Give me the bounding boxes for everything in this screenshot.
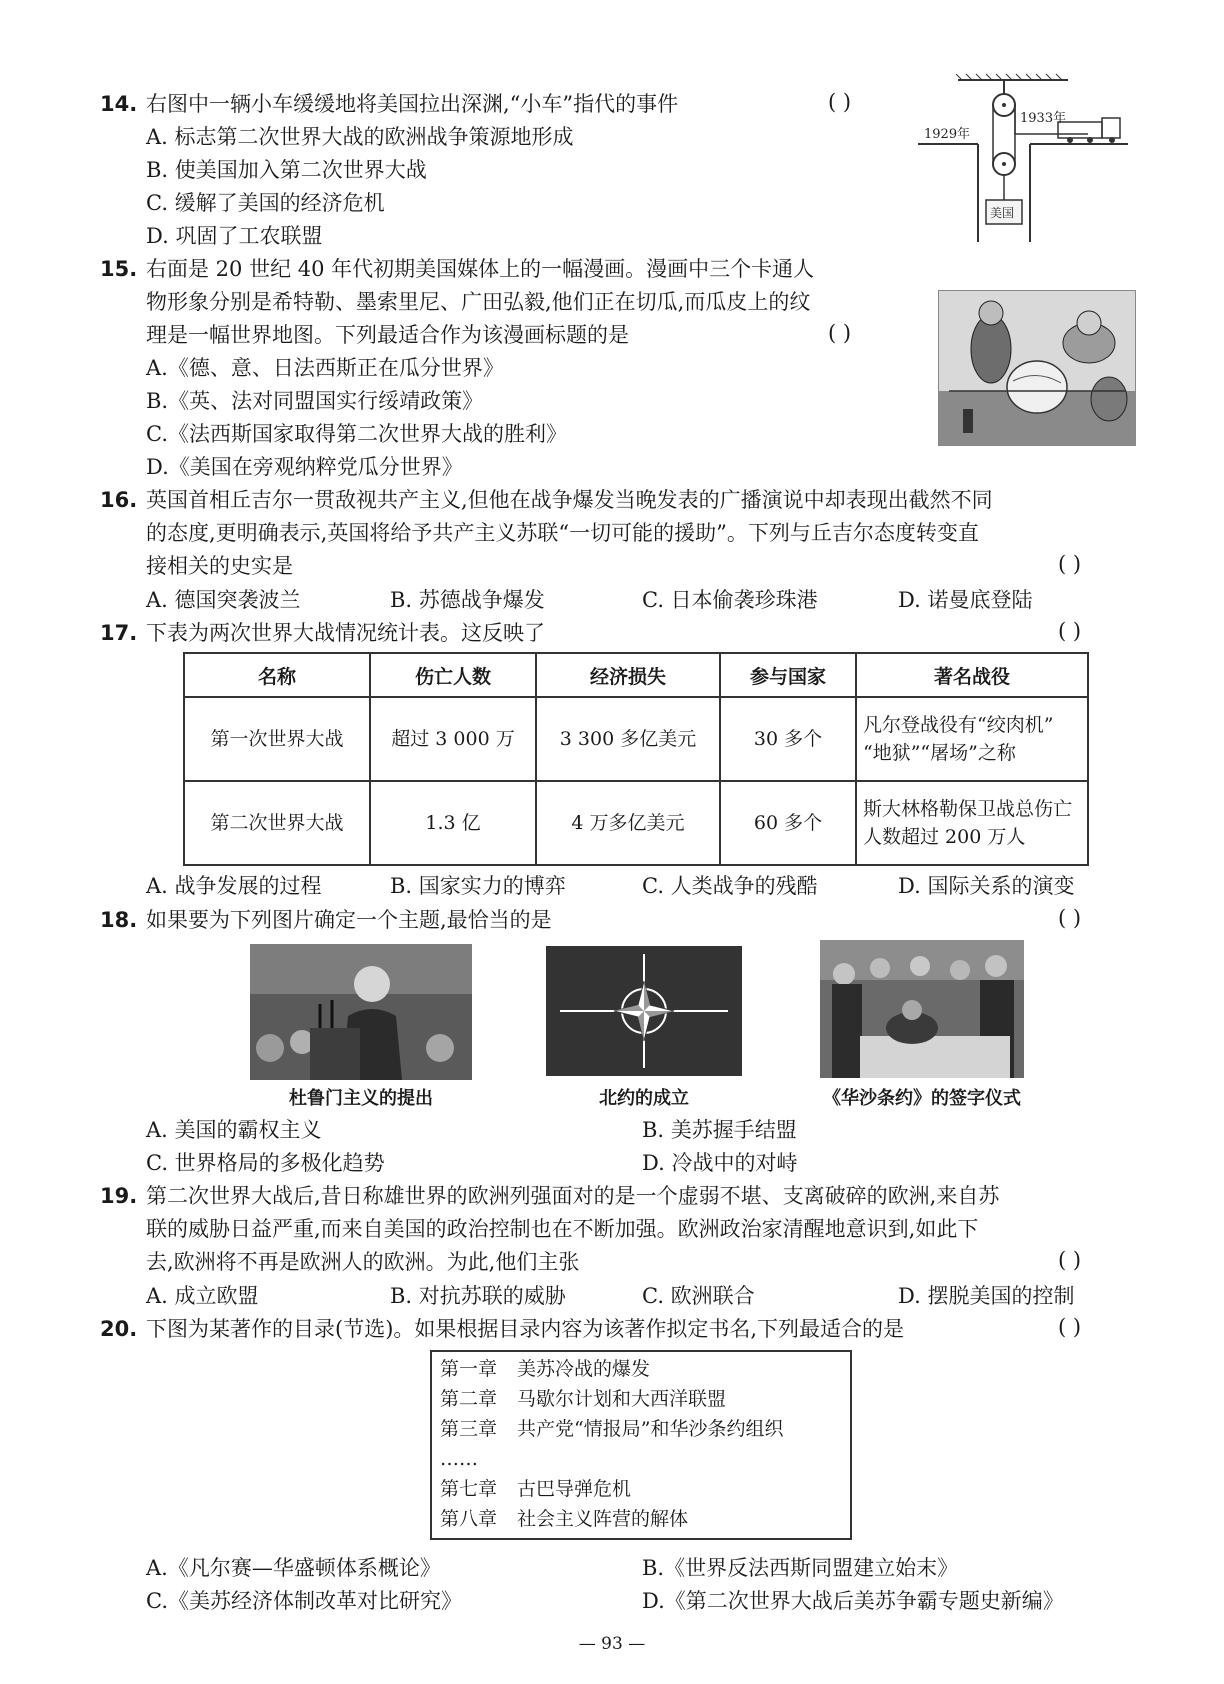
table-cell: 第二次世界大战 [184,781,370,865]
table-header: 著名战役 [856,653,1088,697]
option-a: A.《德、意、日法西斯正在瓜分世界》 [146,356,504,380]
question-number: 19. [100,1184,138,1208]
toc-entry [440,1504,688,1534]
option-d: D. 国际关系的演变 [898,874,1075,898]
question-number: 14. [100,92,138,116]
toc-entry [440,1414,783,1444]
option-b: B. 美苏握手结盟 [642,1118,797,1142]
option-a: A.《凡尔赛—华盛顿体系概论》 [146,1556,441,1580]
option-d: D. 摆脱美国的控制 [898,1284,1075,1308]
table-row [184,781,1088,865]
toc-title: 共产党“情报局”和华沙条约组织 [517,1418,784,1440]
label-usa: 美国 [990,206,1015,220]
toc-chapter: …… [440,1448,478,1470]
warsaw-pact-photo [820,940,1024,1078]
question-stem: 如果要为下列图片确定一个主题,最恰当的是 [146,908,552,932]
option-b: B.《英、法对同盟国实行绥靖政策》 [146,389,484,413]
table-cell [856,697,1088,781]
option-a: A. 成立欧盟 [146,1284,259,1308]
option-b: B. 国家实力的博弈 [390,874,566,898]
question-stem-line: 接相关的史实是 [146,554,293,578]
option-a: A. 战争发展的过程 [146,874,322,898]
page-number: — 93 — [578,1634,646,1654]
table-cell: 第一次世界大战 [184,697,370,781]
option-b: B. 苏德战争爆发 [390,588,545,612]
question-stem-line: 去,欧洲将不再是欧洲人的欧洲。为此,他们主张 [146,1250,580,1274]
toc-chapter: 第八章 [440,1508,498,1530]
table-header: 伤亡人数 [370,653,536,697]
question-stem: 下图为某著作的目录(节选)。如果根据目录内容为该著作拟定书名,下列最适合的是 [146,1317,905,1341]
battle-line: 斯大林格勒保卫战总伤亡 [863,798,1073,820]
label-1929: 1929年 [924,127,971,142]
question-number: 18. [100,908,138,932]
question-number: 16. [100,488,138,512]
option-b: B.《世界反法西斯同盟建立始末》 [642,1556,959,1580]
question-number: 15. [100,257,138,281]
answer-parenthesis: ( ) [1058,1248,1082,1272]
table-header: 经济损失 [536,653,720,697]
option-c: C.《美苏经济体制改革对比研究》 [146,1589,462,1613]
toc-chapter: 第七章 [440,1478,498,1500]
battle-line: 凡尔登战役有“绞肉机” [863,714,1054,736]
option-d: D. 诺曼底登陆 [898,588,1033,612]
option-c: C. 世界格局的多极化趋势 [146,1151,385,1175]
question-stem-line: 的态度,更明确表示,英国将给予共产主义苏联“一切可能的援助”。下列与丘吉尔态度转变直 [146,521,979,545]
toc-chapter: 第一章 [440,1358,498,1380]
battle-line: 人数超过 200 万人 [863,826,1026,848]
cartoon-image [938,290,1136,446]
question-stem: 下表为两次世界大战情况统计表。这反映了 [146,621,545,645]
toc-title: 古巴导弹危机 [517,1478,632,1500]
truman-photo [250,944,472,1080]
table-cell: 1.3 亿 [370,781,536,865]
answer-parenthesis: ( ) [1058,1315,1082,1339]
photo-caption: 北约的成立 [599,1088,689,1109]
option-b: B. 对抗苏联的威胁 [390,1284,566,1308]
question-stem-line: 物形象分别是希特勒、墨索里尼、广田弘毅,他们正在切瓜,而瓜皮上的纹 [146,290,811,314]
answer-parenthesis: ( ) [828,321,852,345]
question-number: 17. [100,621,138,645]
pulley-diagram [918,72,1128,250]
option-a: A. 德国突袭波兰 [146,588,301,612]
option-d: D.《美国在旁观纳粹党瓜分世界》 [146,455,463,479]
table-cell: 超过 3 000 万 [370,697,536,781]
option-d: D. 冷战中的对峙 [642,1151,798,1175]
toc-title: 美苏冷战的爆发 [517,1358,651,1380]
option-c: C. 缓解了美国的经济危机 [146,191,385,215]
question-stem-line: 第二次世界大战后,昔日称雄世界的欧洲列强面对的是一个虚弱不堪、支离破碎的欧洲,来自苏 [146,1184,1000,1208]
toc-title: 社会主义阵营的解体 [517,1508,689,1530]
option-c: C. 日本偷袭珍珠港 [642,588,818,612]
table-cell: 60 多个 [720,781,856,865]
photo-caption: 杜鲁门主义的提出 [289,1088,433,1109]
table-cell: 30 多个 [720,697,856,781]
toc-entry [440,1384,726,1414]
answer-parenthesis: ( ) [1058,906,1082,930]
nato-flag [546,946,742,1076]
option-c: C. 人类战争的残酷 [642,874,818,898]
toc-entry [440,1474,631,1504]
answer-parenthesis: ( ) [1058,552,1082,576]
answer-parenthesis: ( ) [828,90,852,114]
table-cell [856,781,1088,865]
toc-entry [440,1354,650,1384]
question-stem-line: 英国首相丘吉尔一贯敌视共产主义,但他在战争爆发当晚发表的广播演说中却表现出截然不同 [146,488,993,512]
option-d: D. 巩固了工农联盟 [146,224,323,248]
option-c: C.《法西斯国家取得第二次世界大战的胜利》 [146,422,567,446]
table-row [184,697,1088,781]
question-stem-line: 右面是 20 世纪 40 年代初期美国媒体上的一幅漫画。漫画中三个卡通人 [146,257,815,281]
option-c: C. 欧洲联合 [642,1284,755,1308]
option-a: A. 美国的霸权主义 [146,1118,322,1142]
table-cell: 4 万多亿美元 [536,781,720,865]
table-cell: 3 300 多亿美元 [536,697,720,781]
toc-title: 马歇尔计划和大西洋联盟 [517,1388,727,1410]
table-header-row [184,653,1088,697]
photo-caption: 《华沙条约》的签字仪式 [823,1088,1021,1109]
question-stem-line: 理是一幅世界地图。下列最适合作为该漫画标题的是 [146,323,629,347]
table-of-contents [430,1350,852,1540]
option-b: B. 使美国加入第二次世界大战 [146,158,427,182]
question-stem: 右图中一辆小车缓缓地将美国拉出深渊,“小车”指代的事件 [146,92,679,116]
option-a: A. 标志第二次世界大战的欧洲战争策源地形成 [146,125,574,149]
toc-entry [440,1444,478,1474]
question-stem-line: 联的威胁日益严重,而来自美国的政治控制也在不断加强。欧洲政治家清醒地意识到,如此下 [146,1217,979,1241]
toc-chapter: 第二章 [440,1388,498,1410]
battle-line: “地狱”“屠场”之称 [863,742,1016,764]
answer-parenthesis: ( ) [1058,619,1082,643]
question-number: 20. [100,1317,138,1341]
table-header: 名称 [184,653,370,697]
toc-chapter: 第三章 [440,1418,498,1440]
option-d: D.《第二次世界大战后美苏争霸专题史新编》 [642,1589,1064,1613]
label-1933: 1933年 [1020,111,1067,126]
war-stats-table [183,652,1089,866]
table-header: 参与国家 [720,653,856,697]
